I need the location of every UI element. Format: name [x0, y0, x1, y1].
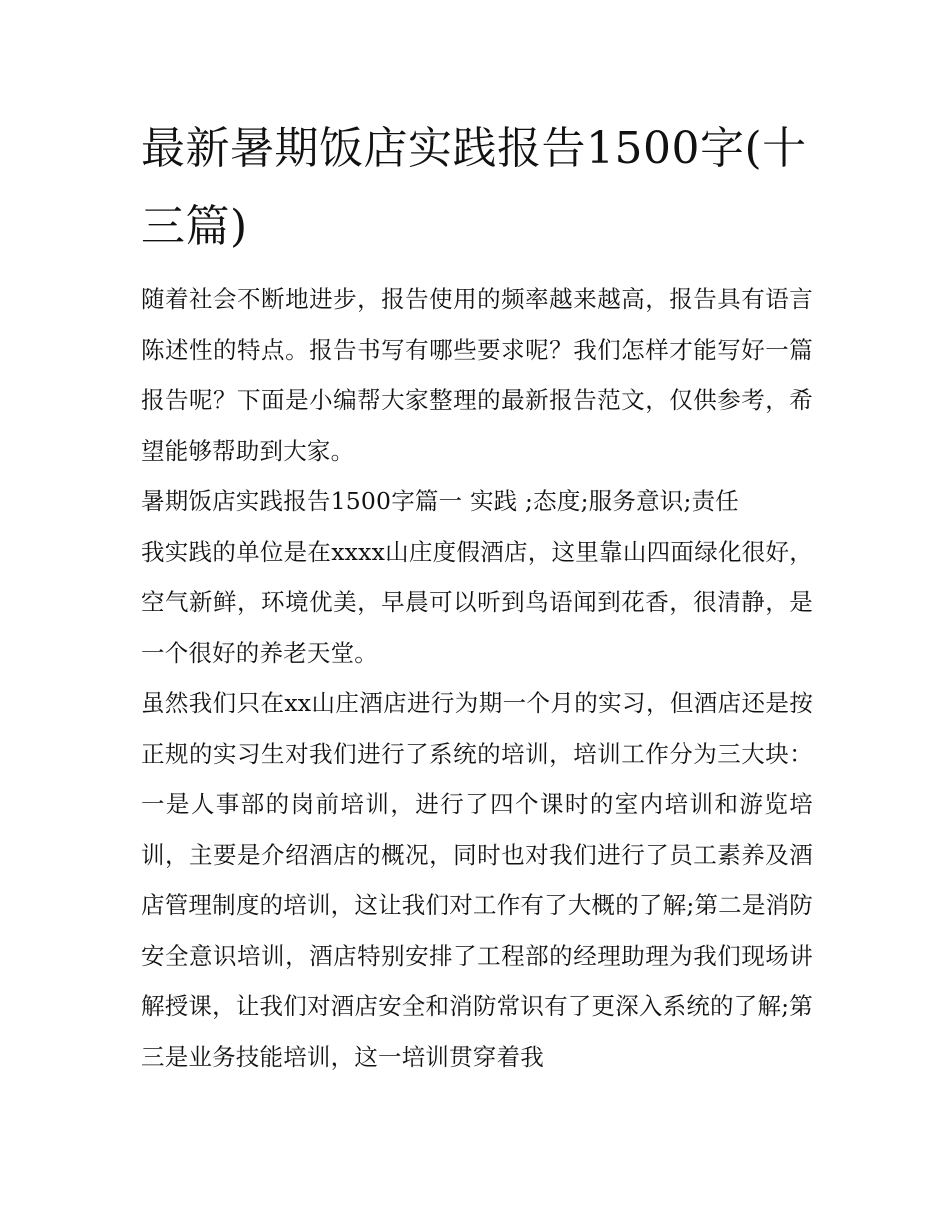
- document-title: 最新暑期饭店实践报告1500字(十三篇): [141, 123, 807, 252]
- intro-paragraph: 随着社会不断地进步，报告使用的频率越来越高，报告具有语言陈述性的特点。报告书写有哪些要求呢？我们怎样才能写好一篇报告呢？下面是小编帮大家整理的最新报告范文，仅供参考，希望能够帮助到大家。: [141, 285, 813, 465]
- section-heading: 暑期饭店实践报告1500字篇一 实践 ;态度;服务意识;责任: [141, 487, 739, 515]
- body-paragraph-training: 虽然我们只在xx山庄酒店进行为期一个月的实习，但酒店还是按正规的实习生对我们进行了系统的培训，培训工作分为三大块：一是人事部的岗前培训，进行了四个课时的室内培训和游览培训，主要是介绍酒店的概况，同时也对我们进行了员工素养及酒店管理制度的培训，这让我们对工作有了大概的了解;第二是消防安全意识培训，酒店特别安排了工程部的经理助理为我们现场讲解授课，让我们对酒店安全和消防常识有了更深入系统的了解;第三是业务技能培训，这一培训贯穿着我: [141, 689, 813, 1071]
- body-paragraph-location: 我实践的单位是在xxxx山庄度假酒店，这里靠山四面绿化很好，空气新鲜，环境优美，早晨可以听到鸟语闻到花香，很清静，是一个很好的养老天堂。: [141, 537, 813, 667]
- document-body: [141, 110, 813, 1082]
